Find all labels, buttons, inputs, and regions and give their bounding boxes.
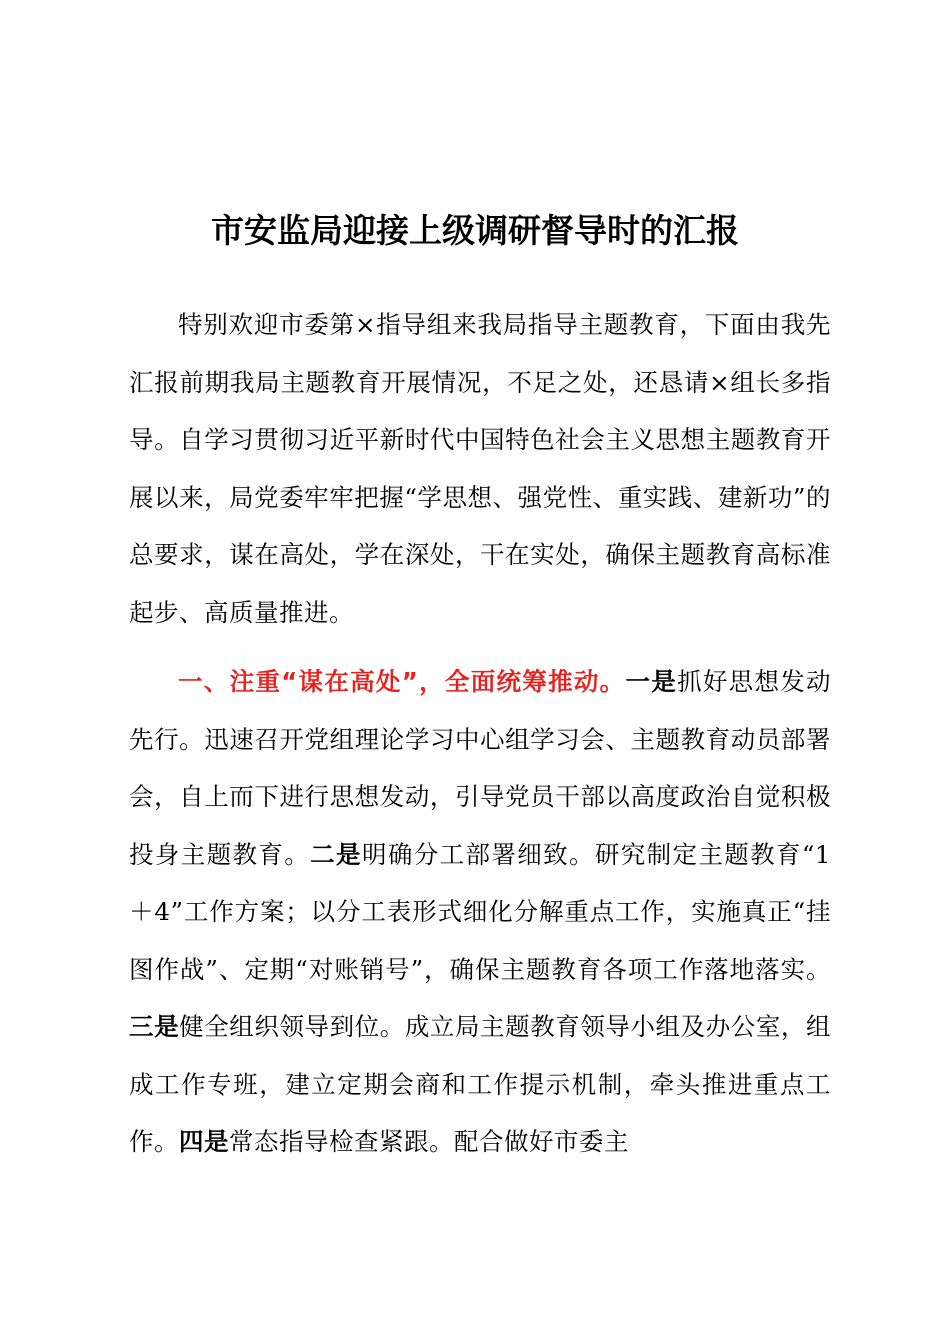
item-one-text: 抓好思想发动先行。迅速召开党组理论学习中心组学习会、主题教育动员部署会，自上而下进行思想发动，引导党员干部以高度政治自觉积极投身主题教育。 (129, 667, 832, 869)
item-two-label: 二是 (310, 839, 362, 869)
item-two-text: 明确分工部署细致。研究制定主题教育“1＋4”工作方案；以分工表形式细化分解重点工作，实施真正“挂图作战”、定期“对账销号”，确保主题教育各项工作落地落实。 (129, 839, 832, 984)
document-title: 市安监局迎接上级调研督导时的汇报 (211, 211, 739, 250)
item-three-label: 三是 (129, 1012, 180, 1041)
section-one-heading: 一、注重“谋在高处”，全面统筹推动。 (178, 667, 626, 696)
item-one-label: 一是 (625, 667, 678, 696)
item-four-label: 四是 (179, 1127, 229, 1156)
item-four-text: 常态指导检查紧跟。配合做好市委主 (229, 1127, 629, 1156)
item-three-text: 健全组织领导到位。成立局主题教育领导小组及办公室，组成工作专班，建立定期会商和工作提示机制，牵头推进重点工作。 (129, 1012, 832, 1156)
intro-paragraph: 特别欢迎市委第×指导组来我局指导主题教育，下面由我先汇报前期我局主题教育开展情况，不足之处，还恳请×组长多指导。自学习贯彻习近平新时代中国特色社会主义思想主题教育开展以来，局党委牢牢把握“学思想、强党性、重实践、建新功”的总要求，谋在高处，学在深处，干在实处，确保主题教育高标准起步、高质量推进。 (129, 310, 831, 627)
section-one-paragraph (129, 653, 831, 1171)
